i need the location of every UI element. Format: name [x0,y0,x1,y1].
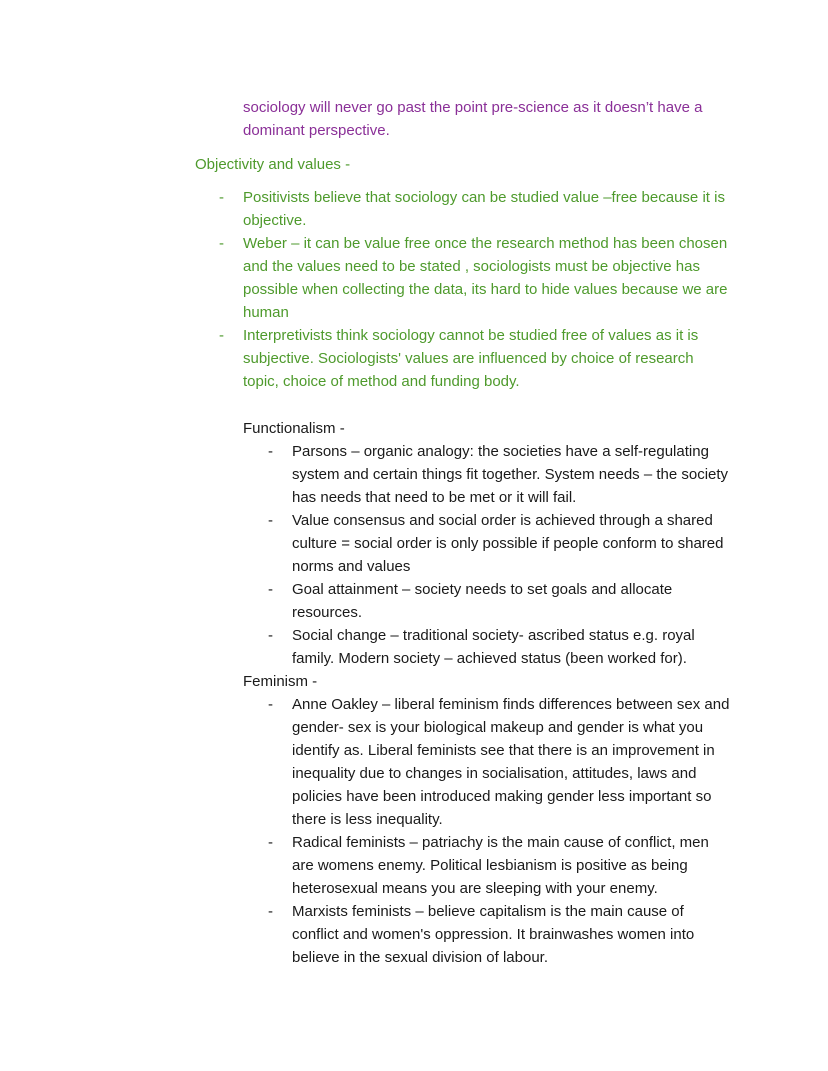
list-item [268,831,732,900]
list-item [268,509,737,578]
bullet-dash: - [268,512,273,529]
bullet-dash: - [268,834,273,851]
functionalism-list [268,440,737,670]
list-item-text: Weber – it can be value free once the research method has been chosen and the values need to be stated , sociologists must be objective has possible when collecting the data, its hard to hide values because we are human [243,235,728,321]
objectivity-list [219,186,733,393]
list-item [268,900,732,969]
feminism-heading: Feminism - [243,673,318,690]
bullet-dash: - [268,903,273,920]
list-item-text: Value consensus and social order is achieved through a shared culture = social order is only possible if people conform to shared norms and values [292,512,724,575]
list-item-text: Goal attainment – society needs to set goals and allocate resources. [292,581,673,621]
list-item-text: Radical feminists – patriachy is the main cause of conflict, men are womens enemy. Political lesbianism is positive as being heterosexual means you are sleeping with your enemy. [292,834,709,897]
list-item [219,186,733,232]
list-item-text: Positivists believe that sociology can be studied value –free because it is objective. [243,189,725,229]
list-item-text: Marxists feminists – believe capitalism is the main cause of conflict and women's oppression. It brainwashes women into believe in the sexual division of labour. [292,903,695,966]
bullet-dash: - [268,696,273,713]
feminism-list [268,693,732,969]
list-item [268,578,737,624]
list-item [219,324,733,393]
list-item [268,693,732,831]
list-item [268,624,737,670]
list-item [268,440,737,509]
list-item-text: Parsons – organic analogy: the societies have a self-regulating system and certain things fit together. System needs – the society has needs that need to be met or it will fail. [292,443,729,506]
bullet-dash: - [219,235,224,252]
list-item [219,232,733,324]
bullet-dash: - [268,627,273,644]
bullet-dash: - [268,443,273,460]
bullet-dash: - [268,581,273,598]
intro-paragraph: sociology will never go past the point pre-science as it doesn’t have a dominant perspective. [243,99,703,139]
list-item-text: Social change – traditional society- ascribed status e.g. royal family. Modern society – achieved status (been worked for). [292,627,695,667]
bullet-dash: - [219,327,224,344]
objectivity-heading: Objectivity and values - [195,156,351,173]
list-item-text: Interpretivists think sociology cannot be studied free of values as it is subjective. Sociologists' values are influenced by choice of research topic, choice of method and funding body. [243,327,699,390]
functionalism-heading: Functionalism - [243,420,345,437]
bullet-dash: - [219,189,224,206]
list-item-text: Anne Oakley – liberal feminism finds differences between sex and gender- sex is your biological makeup and gender is what you identify as. Liberal feminists see that there is an improvement in inequality due to changes in socialisation, attitudes, laws and policies have been introduced making gender less important so there is less inequality. [292,696,730,828]
